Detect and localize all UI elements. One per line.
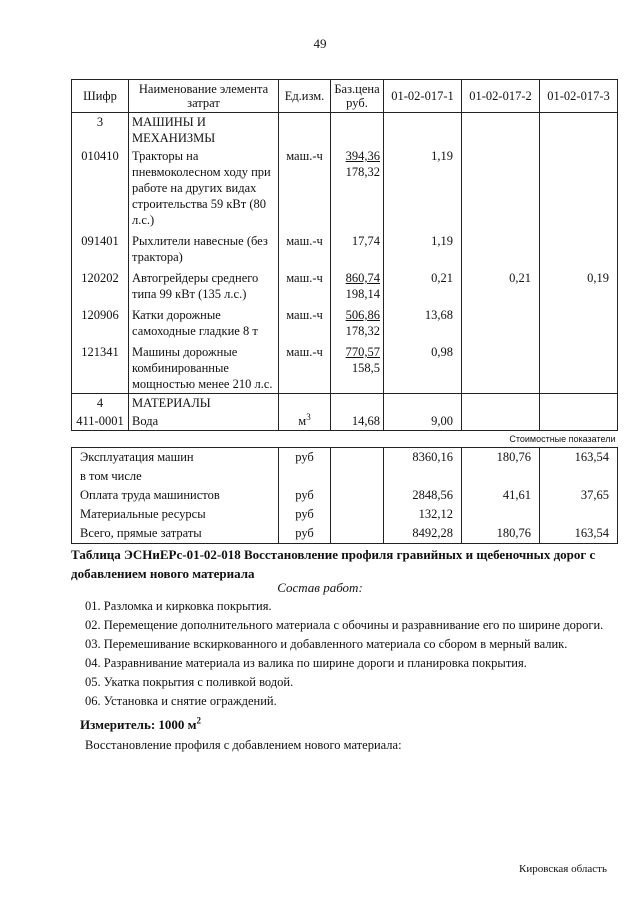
- cost-v3: [540, 467, 618, 486]
- row-v2: 0,21: [462, 269, 540, 303]
- row-name: Автогрейдеры среднего типа 99 кВт (135 л.с.): [129, 269, 279, 303]
- row-code: 411-0001: [72, 412, 129, 431]
- section-materials-row: [72, 394, 618, 413]
- header-unit: Ед.изм.: [279, 80, 331, 113]
- header-code: Шифр: [72, 80, 129, 113]
- indicators-label-row: [72, 431, 618, 448]
- table-row: [72, 269, 618, 303]
- cost-row: [72, 486, 618, 505]
- price-top: 394,36: [345, 149, 380, 163]
- row-unit: маш.-ч: [279, 147, 331, 229]
- section-code: 4: [72, 394, 129, 413]
- row-v1: 0,98: [384, 343, 462, 394]
- section-title: МАШИНЫ И МЕХАНИЗМЫ: [129, 113, 279, 148]
- row-unit: $м^3$: [279, 412, 331, 431]
- cost-name: Материальные ресурсы: [72, 505, 279, 524]
- work-composition-title: Состав работ:: [277, 580, 363, 595]
- row-v2: [462, 232, 540, 266]
- price-bottom: 198,14: [345, 287, 380, 301]
- resource-table: [71, 79, 618, 544]
- table-header-row: [72, 80, 618, 113]
- row-v3: 0,19: [540, 269, 618, 303]
- row-v1: 1,19: [384, 232, 462, 266]
- row-code: 091401: [72, 232, 129, 266]
- cost-v2: 41,61: [462, 486, 540, 505]
- list-item: 01. Разломка и кирковка покрытия.: [85, 599, 272, 613]
- row-unit: маш.-ч: [279, 269, 331, 303]
- row-v2: [462, 412, 540, 431]
- row-unit: маш.-ч: [279, 343, 331, 394]
- row-v2: [462, 343, 540, 394]
- header-base-price: Баз.цена руб.: [331, 80, 384, 113]
- section-title: МАТЕРИАЛЫ: [129, 394, 279, 413]
- row-v1: 1,19: [384, 147, 462, 229]
- row-v1: 0,21: [384, 269, 462, 303]
- row-code: 010410: [72, 147, 129, 229]
- price-top: 17,74: [351, 234, 380, 248]
- cost-name: Всего, прямые затраты: [72, 524, 279, 544]
- cost-v1: 8360,16: [384, 448, 462, 468]
- list-item: 03. Перемешивание вскиркованного и добавленного материала со сбором в мерный валик.: [85, 637, 568, 651]
- row-price: [331, 306, 384, 340]
- row-price: [331, 147, 384, 229]
- row-v3: [540, 412, 618, 431]
- cost-unit: [279, 467, 331, 486]
- row-price: [331, 232, 384, 266]
- cost-row: [72, 505, 618, 524]
- row-unit: маш.-ч: [279, 232, 331, 266]
- footer-region: Кировская область: [518, 863, 607, 875]
- cost-v2: [462, 467, 540, 486]
- row-price: [331, 269, 384, 303]
- table-row: [72, 343, 618, 394]
- table-row: [72, 306, 618, 340]
- table-row: [72, 147, 618, 229]
- work-list: [85, 598, 605, 712]
- cost-row: [72, 467, 618, 486]
- row-price: 14,68: [331, 412, 384, 431]
- row-price: [331, 343, 384, 394]
- cost-v3: 163,54: [540, 448, 618, 468]
- table-heading: Таблица ЭСНиЕРс-01-02-018 Восстановление профиля гравийных и щебеночных дорог с добавлением нового материала: [71, 547, 596, 581]
- cost-v3: [540, 505, 618, 524]
- row-name: Катки дорожные самоходные гладкие 8 т: [129, 306, 279, 340]
- cost-name: в том числе: [72, 467, 279, 486]
- cost-v1: [384, 467, 462, 486]
- list-item: 04. Разравнивание материала из валика по ширине дороги и планировка покрытия.: [85, 656, 527, 670]
- table-row: [72, 412, 618, 431]
- cost-v3: 37,65: [540, 486, 618, 505]
- indicators-label: Стоимостные показатели: [509, 434, 616, 444]
- row-code: 121341: [72, 343, 129, 394]
- cost-v2: [462, 505, 540, 524]
- row-name: Вода: [129, 412, 279, 431]
- row-name: Рыхлители навесные (без трактора): [129, 232, 279, 266]
- price-top: 506,86: [345, 308, 380, 322]
- list-item: 05. Укатка покрытия с поливкой водой.: [85, 675, 294, 689]
- header-name: Наименование элемента затрат: [129, 80, 279, 113]
- cost-v2: 180,76: [462, 524, 540, 544]
- row-v3: [540, 147, 618, 229]
- cost-unit: руб: [279, 448, 331, 468]
- meter-label: Измеритель: 1000 $м^2$: [80, 715, 202, 732]
- cost-unit: руб: [279, 486, 331, 505]
- section-code: 3: [72, 113, 129, 148]
- row-v2: [462, 147, 540, 229]
- row-name: Тракторы на пневмоколесном ходу при работе на других видах строительства 59 кВт (80 л.с.): [129, 147, 279, 229]
- list-item: 06. Установка и снятие ограждений.: [85, 694, 277, 708]
- cost-v1: 2848,56: [384, 486, 462, 505]
- cost-v2: 180,76: [462, 448, 540, 468]
- header-col1: 01-02-017-1: [384, 80, 462, 113]
- price-bottom: 158,5: [351, 361, 380, 375]
- price-bottom: 178,32: [345, 165, 380, 179]
- row-code: 120906: [72, 306, 129, 340]
- page-number: 49: [313, 36, 327, 51]
- row-unit: маш.-ч: [279, 306, 331, 340]
- price-top: 770,57: [345, 345, 380, 359]
- list-item: 02. Перемещение дополнительного материала с обочины и разравнивание его по ширине дороги.: [85, 618, 604, 632]
- cost-unit: руб: [279, 524, 331, 544]
- header-col3: 01-02-017-3: [540, 80, 618, 113]
- restore-text: Восстановление профиля с добавлением нового материала:: [85, 738, 402, 752]
- row-v2: [462, 306, 540, 340]
- table-row: [72, 232, 618, 266]
- cost-v3: 163,54: [540, 524, 618, 544]
- cost-v1: 132,12: [384, 505, 462, 524]
- row-v3: [540, 232, 618, 266]
- row-v1: 13,68: [384, 306, 462, 340]
- row-v1: 9,00: [384, 412, 462, 431]
- cost-v1: 8492,28: [384, 524, 462, 544]
- row-name: Машины дорожные комбинированные мощностью менее 210 л.с.: [129, 343, 279, 394]
- cost-name: Оплата труда машинистов: [72, 486, 279, 505]
- cost-unit: руб: [279, 505, 331, 524]
- header-col2: 01-02-017-2: [462, 80, 540, 113]
- cost-row: [72, 524, 618, 544]
- price-top: 860,74: [345, 271, 380, 285]
- cost-name: Эксплуатация машин: [72, 448, 279, 468]
- cost-row: [72, 448, 618, 468]
- row-v3: [540, 306, 618, 340]
- row-v3: [540, 343, 618, 394]
- row-code: 120202: [72, 269, 129, 303]
- section-machines-row: [72, 113, 618, 148]
- price-bottom: 178,32: [345, 324, 380, 338]
